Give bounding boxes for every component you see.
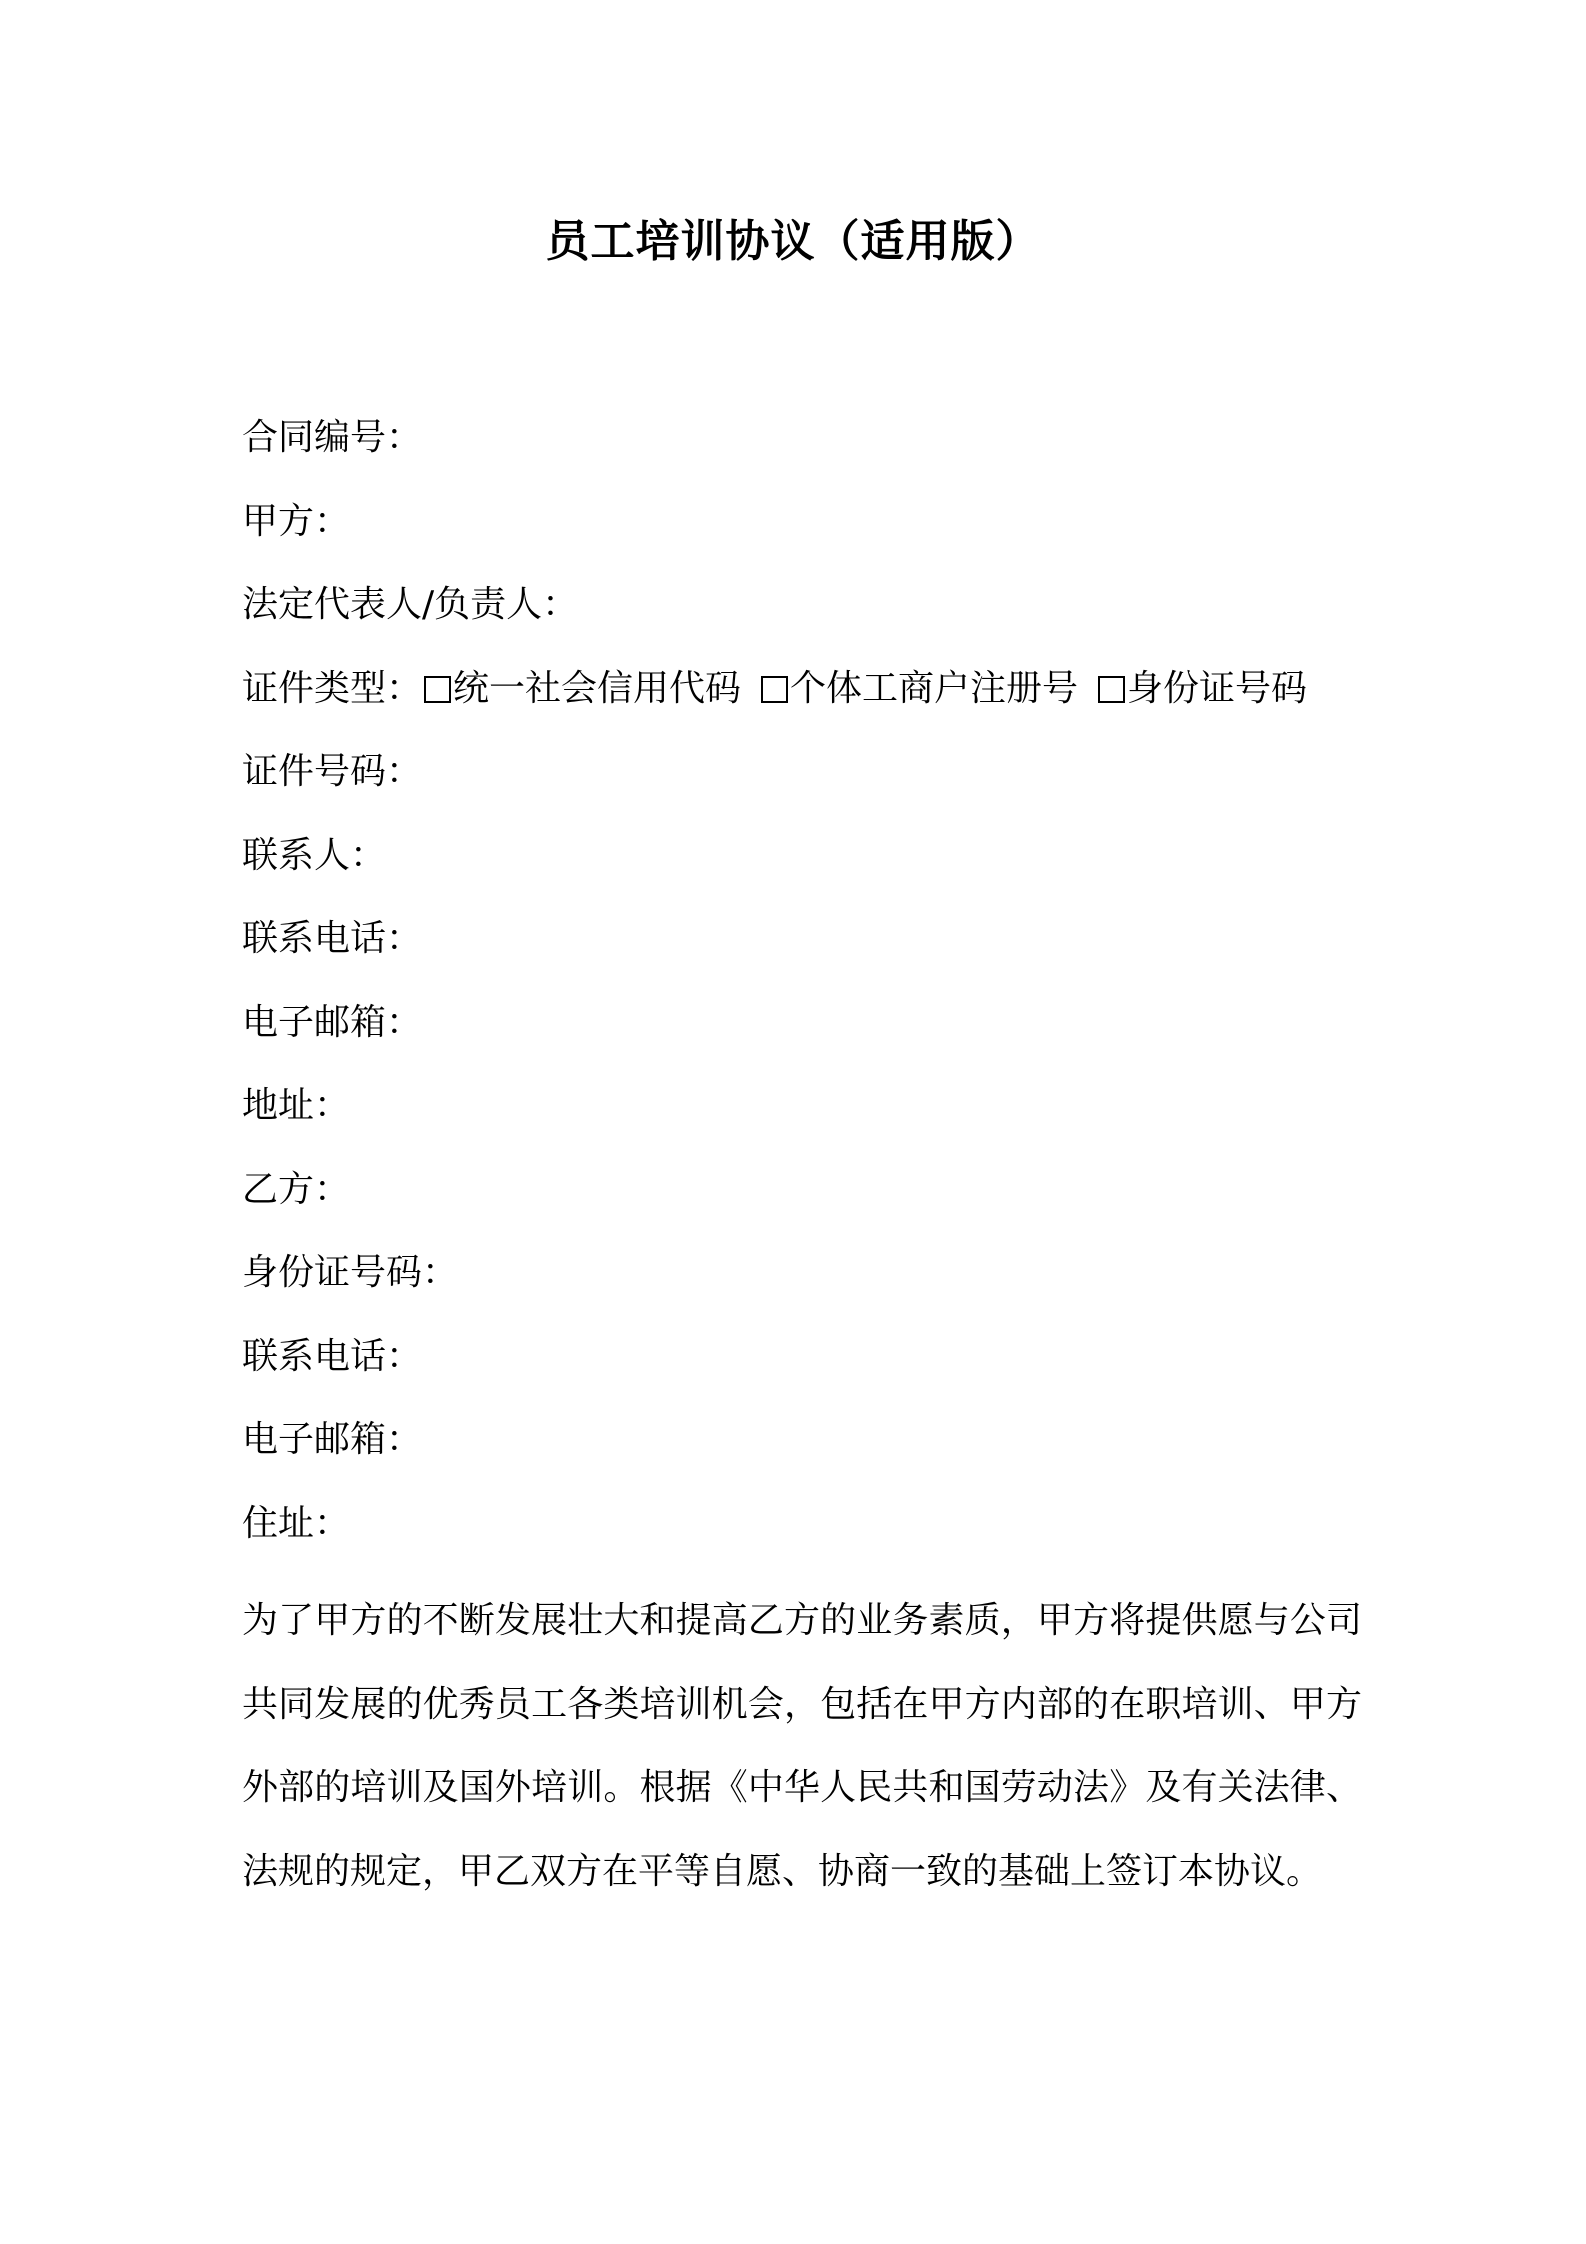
contract-number-field: 合同编号：: [242, 417, 423, 458]
party-b-email-field: 电子邮箱：: [242, 1419, 423, 1460]
party-b-id-card-field: 身份证号码：: [242, 1252, 459, 1293]
checkbox-icon[interactable]: [761, 676, 788, 703]
intro-paragraph: 为了甲方的不断发展壮大和提高乙方的业务素质，甲方将提供愿与公司共同发展的优秀员工各类培训机会，包括在甲方内部的在职培训、甲方外部的培训及国外培训。根据《中华人民共和国劳动法》及有关法律、法规的规定，甲乙双方在平等自愿、协商一致的基础上签订本协议。: [242, 1600, 1362, 1892]
id-type-option-label: 统一社会信用代码: [453, 667, 742, 709]
id-type-option-business-reg[interactable]: [759, 668, 1078, 709]
id-type-field: [242, 659, 1362, 743]
id-number-field: 证件号码：: [242, 751, 423, 792]
party-a-phone-field: 联系电话：: [242, 918, 423, 959]
party-info-fields: [242, 408, 1362, 1577]
id-type-option-credit-code[interactable]: [422, 668, 741, 709]
legal-representative-field: 法定代表人/负责人：: [242, 584, 579, 625]
contact-person-field: 联系人：: [242, 834, 387, 876]
party-a-email-field: 电子邮箱：: [242, 1001, 423, 1043]
party-b-field: 乙方：: [242, 1168, 351, 1210]
checkbox-icon[interactable]: [424, 676, 451, 703]
id-type-label: 证件类型：: [242, 667, 423, 709]
party-b-phone-field: 联系电话：: [242, 1335, 423, 1377]
checkbox-icon[interactable]: [1098, 676, 1125, 703]
party-b-residence-field: 住址：: [242, 1502, 351, 1544]
id-type-option-label: 个体工商户注册号: [790, 667, 1079, 709]
party-a-address-field: 地址：: [242, 1085, 351, 1126]
id-type-option-label: 身份证号码: [1127, 667, 1308, 709]
id-type-option-id-card[interactable]: [1096, 668, 1307, 709]
document-title: 员工培训协议（适用版）: [545, 216, 1041, 267]
party-a-field: 甲方：: [242, 500, 351, 542]
